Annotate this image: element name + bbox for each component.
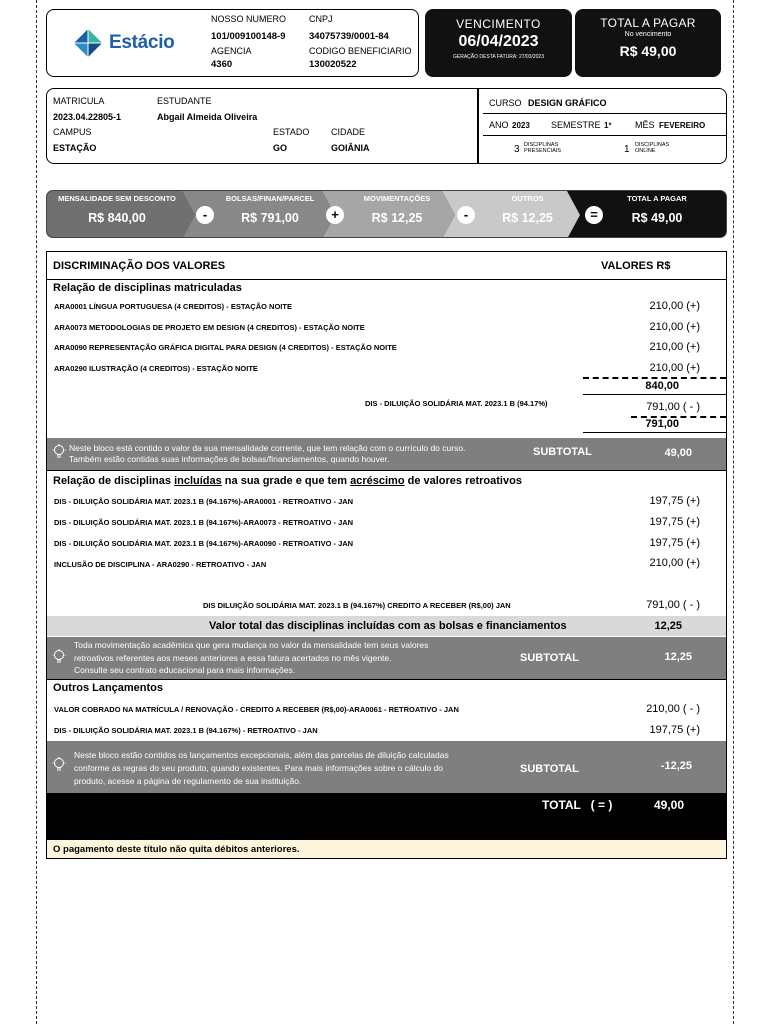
band3-text-line1: Neste bloco estão contidos os lançamentos excepcionais, além das parcelas de diluição calculadas (74, 750, 449, 760)
total-label: TOTAL A PAGAR (627, 194, 687, 203)
sec1-title: Relação de disciplinas matriculadas (53, 282, 242, 294)
mensalidade-label: MENSALIDADE SEM DESCONTO (58, 194, 176, 203)
footer-note: O pagamento deste título não quita débitos anteriores. (53, 844, 300, 855)
online-label-line2: ONLINE (635, 148, 656, 154)
geracao-date: GERAÇÃO DESTA FATURA: 27/03/2023 (453, 54, 544, 60)
brand-name: Estácio (109, 32, 175, 53)
band2-text-line1: Toda movimentação acadêmica que gera mudança no valor da mensalidade tem seus valores (74, 640, 429, 650)
band1-divider (47, 470, 726, 471)
net-line (583, 432, 726, 433)
band1-subtotal-value: 49,00 (664, 447, 692, 459)
outros-label: OUTROS (511, 194, 544, 203)
periodo-separator (483, 135, 726, 136)
mensalidade-segment (47, 191, 187, 238)
list-item-value: 197,75 (+) (649, 537, 700, 549)
vencimento-date: 06/04/2023 (458, 33, 539, 50)
campus-label: CAMPUS (53, 127, 92, 137)
student-divider (477, 89, 479, 163)
total-a-pagar-box (575, 9, 721, 77)
sec1-discount-value: 791,00 ( - ) (646, 401, 700, 413)
list-item: INCLUSÃO DE DISCIPLINA - ARA0290 - RETROATIVO - JAN (54, 560, 267, 569)
list-item: DIS - DILUIÇÃO SOLIDÁRIA MAT. 2023.1 B (94.167%) - RETROATIVO - JAN (54, 726, 318, 735)
estudante-label: ESTUDANTE (157, 96, 212, 106)
band2-subtotal-label: SUBTOTAL (520, 652, 579, 664)
band2-text-line3: Consulte seu contrato educacional para mais informações. (74, 665, 296, 675)
band2-divider (47, 679, 726, 680)
list-item: DIS - DILUIÇÃO SOLIDÁRIA MAT. 2023.1 B (94.167%)-ARA0073 - RETROATIVO - JAN (54, 518, 354, 527)
campus-value: ESTAÇÃO (53, 143, 97, 153)
subtotal-band-1 (47, 438, 726, 470)
list-item: ARA0290 ILUSTRAÇÃO (4 CREDITOS) - ESTAÇÃO NOITE (54, 364, 258, 373)
estudante-value: Abgail Almeida Oliveira (157, 112, 258, 122)
subtotal-band-2 (47, 637, 726, 679)
header-box (46, 9, 419, 77)
presenciais-label-line1: DISCIPLINAS (524, 142, 559, 148)
values-table (46, 251, 727, 859)
list-item-value: 197,75 (+) (649, 724, 700, 736)
sec2-credit-desc: DIS DILUIÇÃO SOLIDÁRIA MAT. 2023.1 B (94.167%) CREDITO A RECEBER (R$,00) JAN (203, 601, 511, 610)
agencia-value: 4360 (211, 59, 233, 70)
band2-subtotal-value: 12,25 (664, 651, 692, 663)
sec2-total-label: Valor total das disciplinas incluídas com as bolsas e financiamentos (209, 620, 567, 632)
outros-segment (465, 191, 590, 238)
list-item-value: 210,00 ( - ) (646, 703, 700, 715)
total-segment (602, 191, 712, 238)
sec2-credit-value: 791,00 ( - ) (646, 599, 700, 611)
list-item: DIS - DILUIÇÃO SOLIDÁRIA MAT. 2023.1 B (94.167%)-ARA0090 - RETROATIVO - JAN (54, 539, 354, 548)
band3-text-line2: conforme as regras do seu produto, quando existentes. Para mais informações sobre o cálculo do (74, 763, 444, 773)
outros-value: R$ 12,25 (502, 211, 553, 225)
sec2-total-value: 12,25 (654, 620, 682, 632)
band2-text-line2: retroativos referentes aos meses anteriores a essa fatura acertados no mês vigente. (74, 653, 392, 663)
list-item: ARA0073 METODOLOGIAS DE PROJETO EM DESIGN (4 CREDITOS) - ESTAÇÃO NOITE (54, 323, 365, 332)
list-item: ARA0090 REPRESENTAÇÃO GRÁFICA DIGITAL PARA DESIGN (4 CREDITOS) - ESTAÇÃO NOITE (54, 343, 397, 352)
table-title: DISCRIMINAÇÃO DOS VALORES (53, 260, 226, 272)
bolsas-label: BOLSAS/FINAN/PARCEL (225, 194, 315, 203)
nosso-numero-value: 101/009100148-9 (211, 31, 286, 42)
cut-line-right (733, 0, 734, 1024)
presenciais-label-line2: PRESENCIAIS (524, 148, 561, 154)
matricula-value: 2023.04.22805-1 (53, 112, 122, 122)
movimentacoes-label: MOVIMENTAÇÕES (363, 194, 431, 203)
student-info-box (46, 88, 727, 164)
codigo-beneficiario-label: CODIGO BENEFICIARIO (309, 46, 412, 56)
list-item-value: 197,75 (+) (649, 516, 700, 528)
mes-label: MÊS (635, 120, 655, 130)
movimentacoes-segment (337, 191, 457, 238)
ano-label: ANO (489, 120, 509, 130)
sec2-title-part4: acréscimo (350, 475, 405, 487)
estacio-logo-icon (73, 28, 103, 58)
cnpj-label: CNPJ (309, 14, 333, 24)
sec2-title-part3: na sua grade e que tem (221, 475, 351, 487)
minus-operator-icon: - (196, 206, 214, 224)
list-item-value: 210,00 (+) (649, 557, 700, 569)
sec2-title (53, 475, 522, 487)
list-item-value: 197,75 (+) (649, 495, 700, 507)
curso-value: DESIGN GRÁFICO (528, 98, 607, 108)
cut-line-left (36, 0, 37, 1024)
title-divider (47, 279, 726, 280)
semestre-value: 1º (604, 121, 612, 130)
footer-note-box (47, 839, 726, 858)
sec2-title-part1: Relação de disciplinas (53, 475, 175, 487)
list-item-value: 210,00 (+) (649, 300, 700, 312)
vencimento-label: VENCIMENTO (456, 17, 541, 31)
list-item: DIS - DILUIÇÃO SOLIDÁRIA MAT. 2023.1 B (94.167%)-ARA0001 - RETROATIVO - JAN (54, 497, 354, 506)
mes-value: FEVEREIRO (659, 121, 706, 130)
online-count: 1 (624, 144, 630, 155)
lightbulb-icon (52, 649, 66, 665)
total-band (47, 793, 726, 839)
equals-operator-icon: = (585, 206, 603, 224)
minus-operator-icon-2: - (457, 206, 475, 224)
matricula-label: MATRICULA (53, 96, 105, 106)
curso-separator (483, 113, 726, 114)
sum-dash-line (583, 377, 726, 379)
values-header: VALORES R$ (601, 260, 671, 272)
bolsas-value: R$ 791,00 (241, 211, 299, 225)
band3-text-line3: produto, acesse a página de regulamento de sua instituição. (74, 776, 302, 786)
cidade-label: CIDADE (331, 127, 366, 137)
summary-banner (46, 190, 727, 238)
sec1-discount-desc: DIS - DILUIÇÃO SOLIDÁRIA MAT. 2023.1 B (94.17%) (365, 399, 548, 408)
total-label: TOTAL ( = ) (542, 798, 613, 812)
list-item-value: 210,00 (+) (649, 362, 700, 374)
semestre-label: SEMESTRE (551, 120, 601, 130)
cidade-value: GOIÂNIA (331, 143, 370, 153)
sec2-title-part2: incluídas (174, 475, 222, 487)
mensalidade-value: R$ 840,00 (88, 211, 146, 225)
list-item: ARA0001 LÍNGUA PORTUGUESA (4 CREDITOS) - ESTAÇÃO NOITE (54, 302, 292, 311)
band3-subtotal-label: SUBTOTAL (520, 763, 579, 775)
sec2-total-band (47, 616, 726, 636)
band1-text-line2: Também estão contidas suas informações de bolsas/financiamentos, quando houver. (69, 454, 390, 464)
total-a-pagar-label: TOTAL A PAGAR (600, 16, 696, 30)
total-a-pagar-value: R$ 49,00 (619, 43, 677, 59)
lightbulb-icon (52, 757, 66, 773)
movimentacoes-value: R$ 12,25 (371, 211, 423, 225)
sec1-sum: 840,00 (645, 380, 679, 392)
list-item-value: 210,00 (+) (649, 321, 700, 333)
sec3-title: Outros Lançamentos (53, 682, 164, 694)
band1-subtotal-label: SUBTOTAL (533, 446, 592, 458)
grand-total-value: 49,00 (653, 798, 684, 812)
sec2-title-part5: de valores retroativos (404, 475, 522, 487)
band3-subtotal-value: -12,25 (660, 760, 692, 772)
estado-value: GO (273, 143, 288, 153)
online-label-line1: DISCIPLINAS (635, 142, 670, 148)
list-item-value: 210,00 (+) (649, 341, 700, 353)
lightbulb-icon (52, 444, 66, 460)
online-label (635, 142, 669, 154)
estado-label: ESTADO (273, 127, 310, 137)
subtotal-band-3 (47, 741, 726, 793)
total-value: R$ 49,00 (631, 211, 683, 225)
vencimento-box (425, 9, 572, 77)
bolsas-segment (205, 191, 335, 238)
plus-operator-icon: + (326, 206, 344, 224)
total-a-pagar-sub: No vencimento (624, 31, 672, 38)
codigo-beneficiario-value: 130020522 (309, 59, 357, 70)
sum-line (583, 394, 726, 395)
list-item: VALOR COBRADO NA MATRÍCULA / RENOVAÇÃO - CREDITO A RECEBER (R$,00)-ARA0061 - RETROATIVO - JAN (54, 705, 459, 714)
curso-label: CURSO (489, 98, 522, 108)
cnpj-value: 34075739/0001-84 (309, 31, 389, 42)
presenciais-label (524, 142, 561, 154)
band1-text-line1: Neste bloco está contido o valor da sua mensalidade corrente, que tem relação com o currículo do curso. (69, 443, 466, 453)
ano-value: 2023 (512, 121, 530, 130)
agencia-label: AGENCIA (211, 46, 252, 56)
nosso-numero-label: NOSSO NUMERO (211, 14, 287, 24)
presenciais-count: 3 (514, 144, 520, 155)
sec1-net: 791,00 (645, 418, 679, 430)
